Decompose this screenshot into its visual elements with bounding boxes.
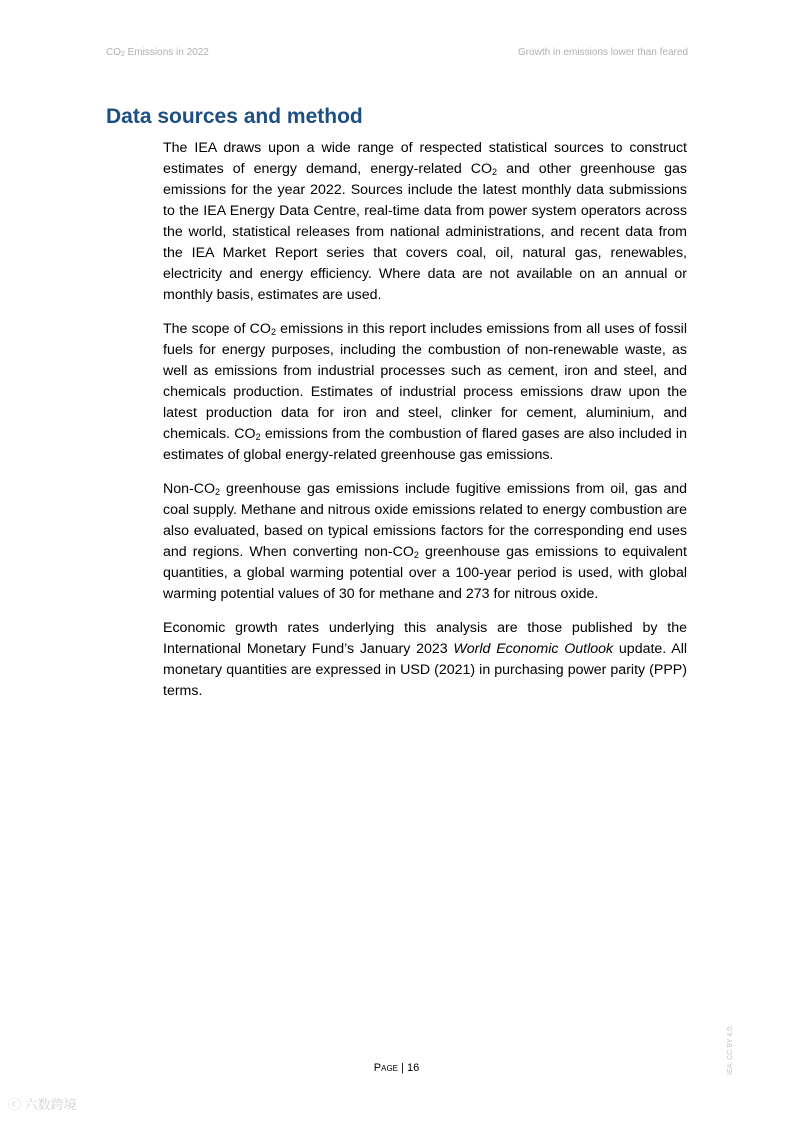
running-header [106, 47, 688, 63]
page-footer [0, 1062, 793, 1074]
watermark: ⓒ 六数跨境 [8, 1097, 77, 1112]
paragraph-economic-growth: Economic growth rates underlying this analysis are those published by the International Monetary Fund’s January 2023 World Economic Outlook update. All monetary quantities are expressed in USD (2021) in purchasing power parity (PPP) terms. [163, 620, 687, 699]
section-heading: Data sources and method [106, 105, 363, 128]
license-text: IEA. CC BY 4.0. [727, 1024, 734, 1075]
header-chapter-title: Growth in emissions lower than feared [517, 47, 688, 58]
page-separator: | [398, 1062, 407, 1074]
paragraph-non-co2: Non-$CO_2$ greenhouse gas emissions include fugitive emissions from oil, gas and coal supply. Methane and nitrous oxide emissions related to energy combustion are also evaluated, based on typical emissions factors for the corresponding end uses and regions. When converting non-$CO_2$ greenhouse gas emissions to equivalent quantities, a global warming potential over a 100-year period is used, with global warming potential values of 30 for methane and 273 for nitrous oxide. [163, 481, 687, 602]
paragraph-co2-scope: The scope of $CO_2$ emissions in this report includes emissions from all uses of fossil fuels for energy purposes, including the combustion of non-renewable waste, as well as emissions from industrial processes such as cement, iron and steel, and chemicals production. Estimates of industrial process emissions draw upon the latest production data for iron and steel, clinker for cement, aluminium, and chemicals. $CO_2$ emissions from the combustion of flared gases are also included in estimates of global energy-related greenhouse gas emissions. [163, 321, 687, 463]
header-document-title: $CO_2$ Emissions in 2022 [106, 47, 209, 58]
page-number: 16 [406, 1062, 420, 1074]
paragraph-data-sources: The IEA draws upon a wide range of respected statistical sources to construct estimates of energy demand, energy-related $CO_2$ and other greenhouse gas emissions for the year 2022. Sources include the latest monthly data submissions to the IEA Energy Data Centre, real-time data from power system operators across the world, statistical releases from national administrations, and recent data from the IEA Market Report series that covers coal, oil, natural gas, renewables, electricity and energy efficiency. Where data are not available on an annual or monthly basis, estimates are used. [163, 140, 687, 303]
body-text [163, 138, 687, 715]
page-label: Page [373, 1062, 398, 1074]
